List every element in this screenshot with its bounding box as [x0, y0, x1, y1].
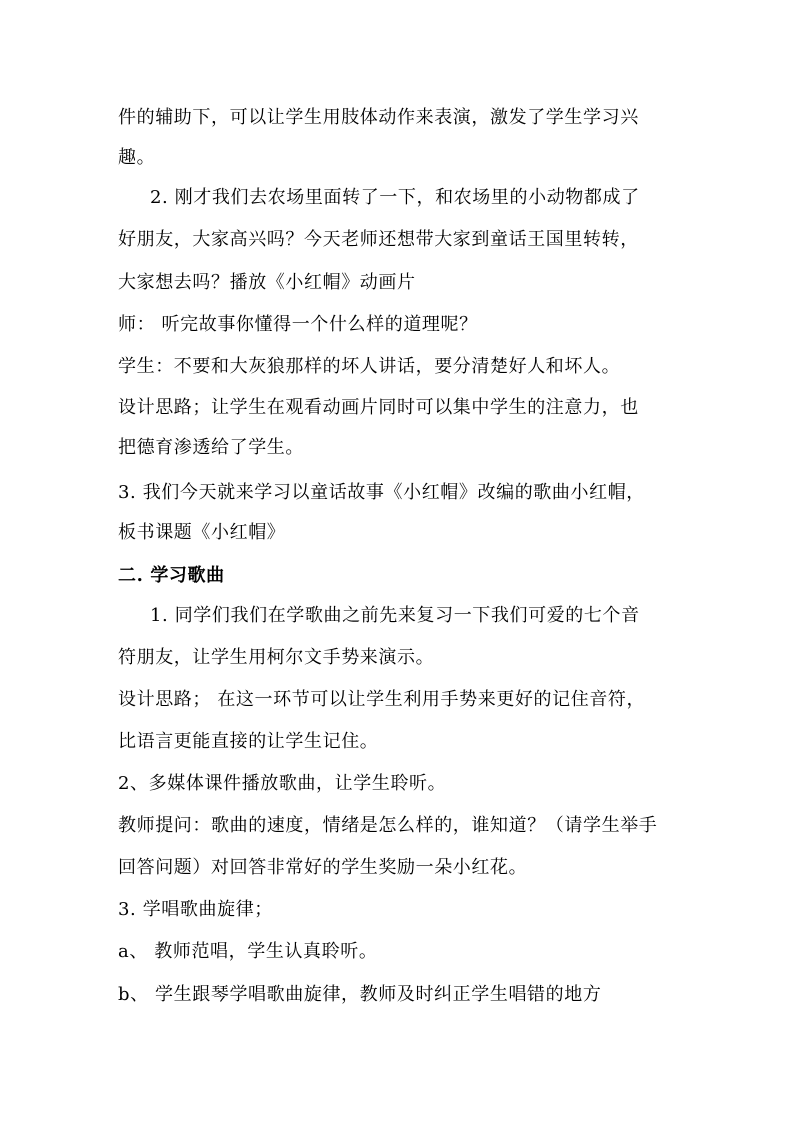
- paragraph-line: 好朋友，大家高兴吗？今天老师还想带大家到童话王国里转转，: [118, 229, 639, 250]
- paragraph-line: 趣。: [118, 147, 156, 168]
- paragraph-line: 大家想去吗？播放《小红帽》动画片: [118, 272, 416, 293]
- paragraph-line: 把德育渗透给了学生。: [118, 437, 304, 458]
- paragraph-line: 回答问题）对回答非常好的学生奖励一朵小红花。: [118, 857, 528, 878]
- paragraph-line: 2、多媒体课件播放歌曲，让学生聆听。: [118, 773, 447, 794]
- paragraph-line: 2. 刚才我们去农场里面转了一下，和农场里的小动物都成了: [150, 187, 640, 208]
- paragraph-line: 教师提问：歌曲的速度，情绪是怎么样的，谁知道？（请学生举手: [118, 815, 658, 836]
- section-heading: 二. 学习歌曲: [118, 565, 225, 586]
- paragraph-line: 设计思路；让学生在观看动画片同时可以集中学生的注意力，也: [118, 397, 639, 418]
- paragraph-line: 3. 我们今天就来学习以童话故事《小红帽》改编的歌曲小红帽，: [118, 482, 645, 503]
- paragraph-line: 学生：不要和大灰狼那样的坏人讲话，要分清楚好人和坏人。: [118, 356, 621, 377]
- paragraph-line: 比语言更能直接的让学生记住。: [118, 731, 379, 752]
- paragraph-line: 师： 听完故事你懂得一个什么样的道理呢？: [118, 314, 478, 335]
- paragraph-line: a、 教师范唱，学生认真聆听。: [118, 941, 378, 962]
- paragraph-line: 件的辅助下，可以让学生用肢体动作来表演，激发了学生学习兴: [118, 107, 639, 128]
- paragraph-line: 1. 同学们我们在学歌曲之前先来复习一下我们可爱的七个音: [150, 605, 640, 626]
- paragraph-line: 3. 学唱歌曲旋律；: [118, 899, 273, 920]
- paragraph-line: 符朋友，让学生用柯尔文手势来演示。: [118, 647, 435, 668]
- paragraph-line: b、 学生跟琴学唱歌曲旋律，教师及时纠正学生唱错的地方: [118, 984, 602, 1005]
- paragraph-line: 板书课题《小红帽》: [118, 522, 286, 543]
- paragraph-line: 设计思路； 在这一环节可以让学生利用手势来更好的记住音符，: [118, 689, 646, 710]
